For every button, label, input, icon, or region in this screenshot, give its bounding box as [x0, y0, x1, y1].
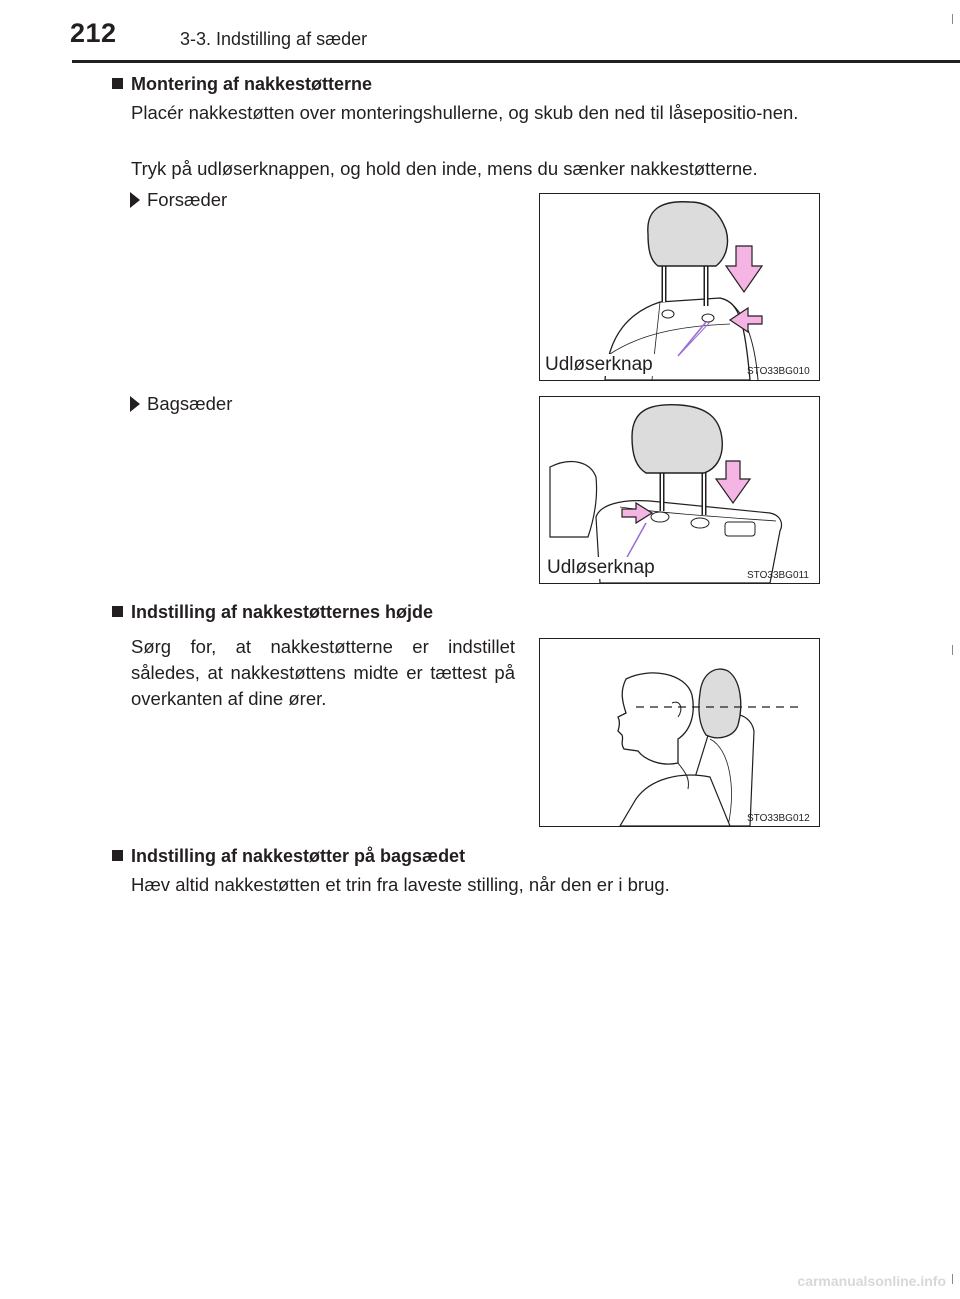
bullet-square-icon [112, 78, 123, 89]
crop-mark [952, 14, 953, 24]
down-arrow-icon [726, 246, 762, 292]
crop-mark [952, 645, 953, 655]
mounting-paragraph-2: Tryk på udløserknappen, og hold den inde, mens du sænker nakkestøtterne. [131, 158, 758, 179]
mounting-paragraph-1: Placér nakkestøtten over monteringshullerne, og skub den ned til låsepositio-nen. [131, 102, 799, 123]
rear-seats-label: Bagsæder [130, 393, 232, 415]
figure-front-headrest [539, 193, 820, 381]
height-paragraph: Sørg for, at nakkestøtterne er indstillet således, at nakkestøttens midte er tættest på overkanten af dine ører. [131, 636, 515, 709]
section-heading-rear-headrests: Indstilling af nakkestøtter på bagsædet [112, 846, 465, 867]
rear-headrests-paragraph: Hæv altid nakkestøtten et trin fra laveste stilling, når den er i brug. [131, 874, 670, 895]
crop-mark [952, 1274, 953, 1284]
section-heading-mounting: Montering af nakkestøtterne [112, 74, 372, 95]
section-heading-height: Indstilling af nakkestøtternes højde [112, 602, 433, 623]
figure-code-head: STO33BG012 [747, 813, 810, 824]
triangle-bullet-icon [130, 192, 140, 208]
chapter-title: 3-3. Indstilling af sæder [180, 29, 368, 49]
head-position-illustration [540, 639, 819, 826]
triangle-bullet-icon [130, 396, 140, 412]
release-button-label-front: Udløserknap [545, 354, 653, 375]
release-button-label-rear: Udløserknap [547, 557, 655, 578]
figure-head-position [539, 638, 820, 827]
figure-rear-headrest [539, 396, 820, 584]
front-seats-label: Forsæder [130, 189, 227, 211]
rear-headrest-illustration [540, 397, 819, 583]
front-headrest-illustration [540, 194, 819, 380]
bullet-square-icon [112, 850, 123, 861]
bullet-square-icon [112, 606, 123, 617]
header-rule [72, 60, 960, 63]
figure-code-front: STO33BG010 [747, 366, 810, 377]
down-arrow-icon [716, 461, 750, 503]
footer-watermark: carmanualsonline.info [797, 1273, 946, 1289]
page-number: 212 [70, 18, 117, 48]
figure-code-rear: STO33BG011 [747, 570, 809, 581]
